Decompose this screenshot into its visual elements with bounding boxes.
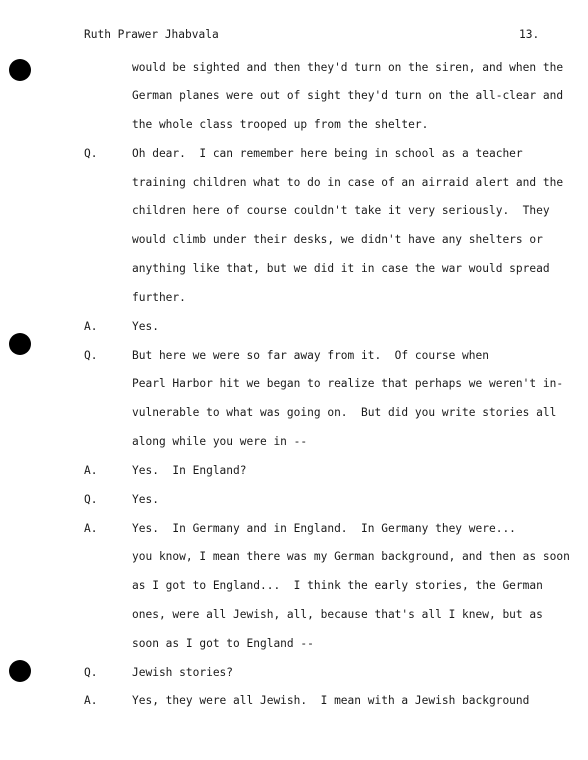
- speaker-label: Q.: [84, 666, 98, 679]
- speaker-label: Q.: [84, 147, 98, 160]
- line-text: Jewish stories?: [132, 666, 234, 679]
- transcript-line: [84, 203, 550, 219]
- transcript-line: [84, 88, 563, 104]
- line-text: would climb under their desks, we didn't have any shelters or: [132, 233, 543, 246]
- speaker-label: Q.: [84, 349, 98, 362]
- speaker-label: A.: [84, 464, 98, 477]
- line-text: Yes.: [132, 320, 159, 333]
- line-text: Yes. In England?: [132, 464, 247, 477]
- punch-hole-bottom: [9, 660, 31, 682]
- speaker-label: A.: [84, 320, 98, 333]
- transcript-line: [84, 376, 563, 392]
- transcript-line: [84, 607, 543, 623]
- transcript-line: [84, 434, 307, 450]
- speaker-label: A.: [84, 694, 98, 707]
- line-text: along while you were in --: [132, 435, 308, 448]
- transcript-line: [84, 117, 428, 133]
- line-text: training children what to do in case of an airraid alert and the: [132, 176, 564, 189]
- header-author: Ruth Prawer Jhabvala: [84, 28, 219, 41]
- transcript-line: [84, 521, 516, 537]
- line-text: Yes.: [132, 493, 159, 506]
- transcript-line: [84, 578, 543, 594]
- transcript-line: [84, 146, 523, 162]
- line-text: ones, were all Jewish, all, because that's all I knew, but as: [132, 608, 543, 621]
- line-text: children here of course couldn't take it very seriously. They: [132, 204, 550, 217]
- transcript-line: [84, 693, 529, 709]
- line-text: the whole class trooped up from the shelter.: [132, 118, 429, 131]
- line-text: you know, I mean there was my German background, and then as soon: [132, 550, 570, 563]
- line-text: Pearl Harbor hit we began to realize that perhaps we weren't in-: [132, 377, 564, 390]
- punch-hole-middle: [9, 333, 31, 355]
- line-text: would be sighted and then they'd turn on the siren, and when the: [132, 61, 564, 74]
- transcript-line: [84, 290, 186, 306]
- line-text: as I got to England... I think the early stories, the German: [132, 579, 543, 592]
- punch-hole-top: [9, 59, 31, 81]
- page-number: 13.: [519, 28, 540, 41]
- line-text: anything like that, but we did it in case the war would spread: [132, 262, 550, 275]
- transcript-line: [84, 636, 314, 652]
- transcript-line: [84, 665, 233, 681]
- line-text: But here we were so far away from it. Of course when: [132, 349, 489, 362]
- line-text: further.: [132, 291, 186, 304]
- line-text: Yes, they were all Jewish. I mean with a Jewish background: [132, 694, 530, 707]
- line-text: German planes were out of sight they'd turn on the all-clear and: [132, 89, 564, 102]
- line-text: Oh dear. I can remember here being in school as a teacher: [132, 147, 523, 160]
- line-text: vulnerable to what was going on. But did you write stories all: [132, 406, 557, 419]
- transcript-line: [84, 232, 543, 248]
- line-text: soon as I got to England --: [132, 637, 314, 650]
- transcript-line: [84, 492, 159, 508]
- transcript-line: [84, 60, 563, 76]
- line-text: Yes. In Germany and in England. In Germany they were...: [132, 522, 516, 535]
- transcript-line: [84, 261, 550, 277]
- transcript-line: [84, 348, 489, 364]
- speaker-label: A.: [84, 522, 98, 535]
- transcript-line: [84, 405, 556, 421]
- transcript-line: [84, 319, 159, 335]
- transcript-line: [84, 549, 570, 565]
- speaker-label: Q.: [84, 493, 98, 506]
- transcript-line: [84, 463, 247, 479]
- transcript-line: [84, 175, 563, 191]
